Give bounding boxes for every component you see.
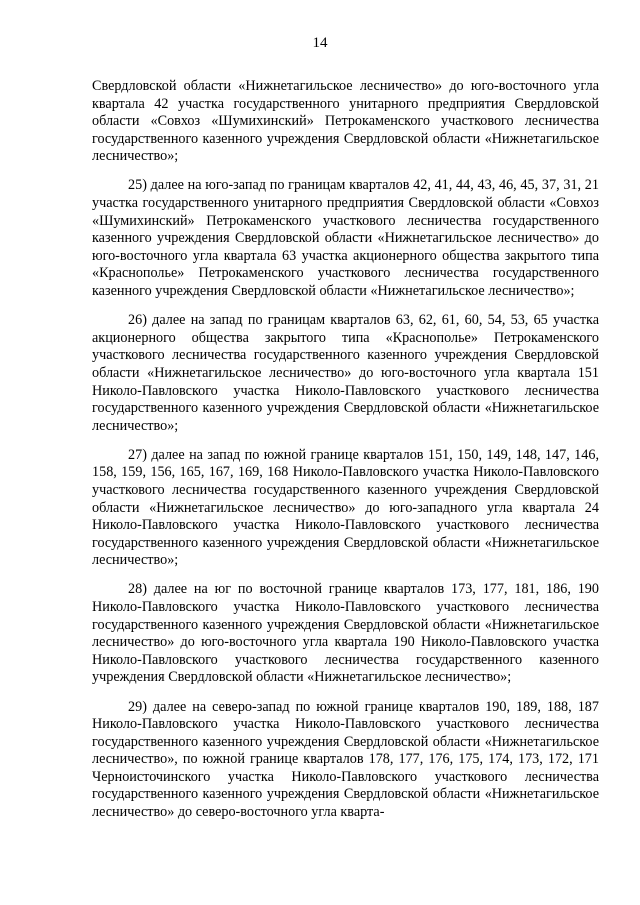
paragraph-item-29: 29) далее на северо-запад по южной границе кварталов 190, 189, 188, 187 Николо-Павловского участка Николо-Павловского участкового лесничества государственного казенного учреждения Свердловской области «Нижнетагильское лесничество», по южной границе кварталов 178, 177, 176, 175, 174, 173, 172, 171 Черноисточинского участка Николо-Павловского участкового лесничества государственного казенного учреждения Свердловской области «Нижнетагильское лесничество» до северо-восточного угла кварта-: [92, 698, 599, 821]
paragraph-continuation: Свердловской области «Нижнетагильское лесничество» до юго-восточного угла квартала 42 участка государственного унитарного предприятия Свердловской области «Совхоз «Шумихинский» Петрокаменского участкового лесничества государственного казенного учреждения Свердловской области «Нижнетагильское лесничество»;: [92, 78, 599, 165]
paragraph-item-28: 28) далее на юг по восточной границе кварталов 173, 177, 181, 186, 190 Николо-Павловского участка Николо-Павловского участкового лесничества государственного казенного учреждения Свердловской области «Нижнетагильское лесничество» до юго-восточного угла квартала 190 Николо-Павловского участка Николо-Павловского участкового лесничества государственного казенного учреждения Свердловской области «Нижнетагильское лесничество»;: [92, 581, 599, 686]
paragraph-item-27: 27) далее на запад по южной границе кварталов 151, 150, 149, 148, 147, 146, 158, 159, 156, 165, 167, 169, 168 Николо-Павловского участка Николо-Павловского участкового лесничества государственного казенного учреждения Свердловской области «Нижнетагильское лесничество» до юго-западного угла квартала 24 Николо-Павловского участка Николо-Павловского участкового лесничества государственного казенного учреждения Свердловской области «Нижнетагильское лесничество»;: [92, 446, 599, 569]
paragraph-item-25: 25) далее на юго-запад по границам кварталов 42, 41, 44, 43, 46, 45, 37, 31, 21 участка государственного унитарного предприятия Свердловской области «Совхоз «Шумихинский» Петрокаменского участкового лесничества государственного казенного учреждения Свердловской области «Нижнетагильское лесничество» до юго-восточного угла квартала 63 участка акционерного общества закрытого типа «Краснополье» Петрокаменского участкового лесничества государственного казенного учреждения Свердловской области «Нижнетагильское лесничество»;: [92, 177, 599, 300]
document-body: [92, 78, 599, 822]
page-number: 14: [312, 35, 328, 51]
paragraph-item-26: 26) далее на запад по границам кварталов 63, 62, 61, 60, 54, 53, 65 участка акционерного общества закрытого типа «Краснополье» Петрокаменского участкового лесничества государственного казенного учреждения Свердловской области «Нижнетагильское лесничество» до юго-восточного угла квартала 151 Николо-Павловского участка Николо-Павловского участкового лесничества государственного казенного учреждения Свердловской области «Нижнетагильское лесничество»;: [92, 312, 599, 434]
